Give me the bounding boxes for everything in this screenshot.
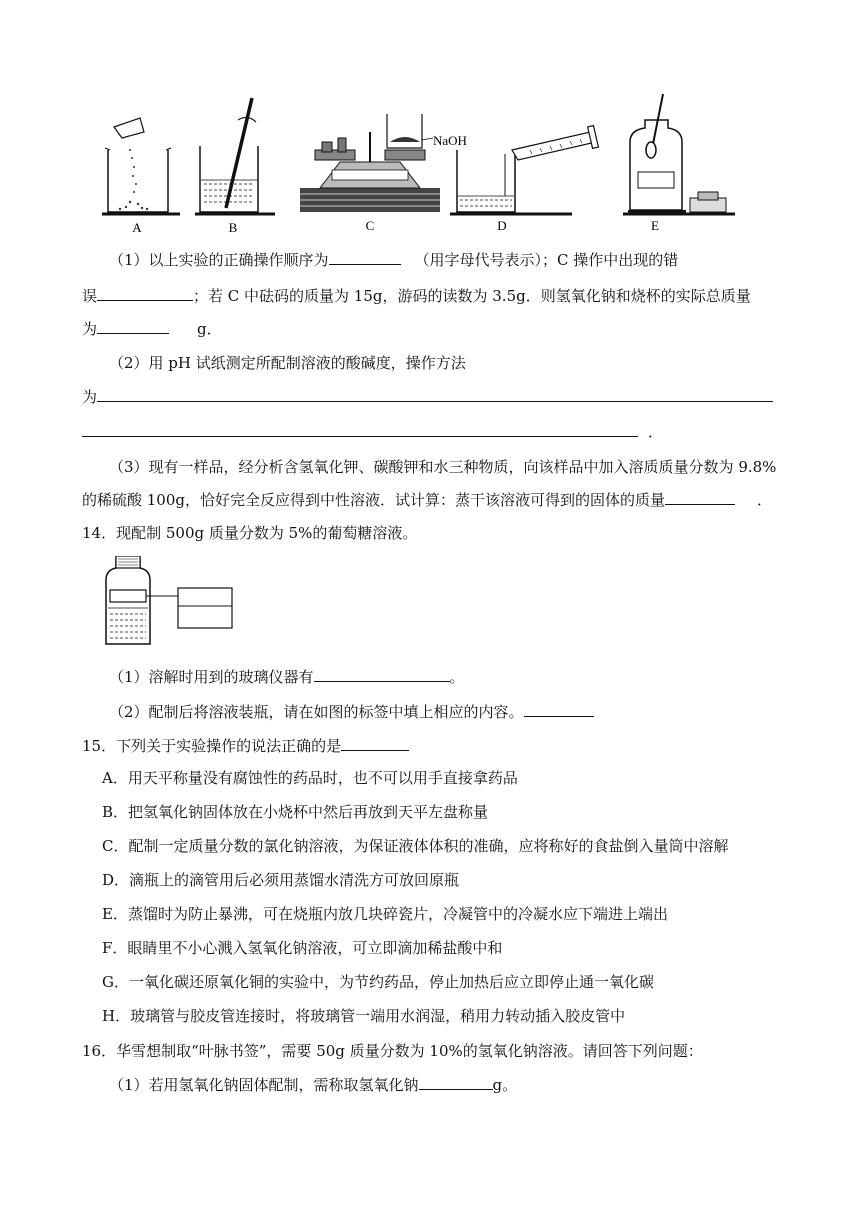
label-c: C [365, 218, 375, 233]
label-a: A [132, 220, 142, 235]
q13-part2-line2: 为 [82, 386, 773, 408]
answer-blank-glassware[interactable] [314, 667, 450, 682]
q15-option-b: B．把氢氧化钠固体放在小烧杯中然后再放到天平左盘称量 [102, 803, 489, 821]
answer-blank-ph-method[interactable] [97, 387, 773, 402]
naoh-label: NaOH [433, 133, 467, 148]
q16-stem: 16．华雪想制取“叶脉书签”，需要 50g 质量分数为 10%的氢氧化钠溶液。请回答下列问题： [82, 1042, 703, 1060]
q14-part1: （1）溶解时用到的玻璃仪器有 。 [109, 668, 465, 686]
label-e: E [651, 218, 659, 233]
q15-stem: 15．下列关于实验操作的说法正确的是 [82, 735, 409, 757]
q13-part2-line3: ． [82, 421, 663, 443]
q15-option-a: A．用天平称量没有腐蚀性的药品时，也不可以用手直接拿药品 [102, 769, 518, 787]
q15-option-h: H．玻璃管与胶皮管连接时，将玻璃管一端用水润湿，稍用力转动插入胶皮管中 [102, 1007, 626, 1025]
answer-blank-solid-mass[interactable] [665, 490, 735, 505]
answer-blank-q15[interactable] [341, 736, 409, 751]
answer-blank-naoh-mass[interactable] [419, 1075, 493, 1090]
apparatus-e [628, 94, 726, 233]
q13-part1-line3: 为 g． [82, 320, 222, 338]
answer-blank-error[interactable] [97, 286, 193, 301]
q14-part2: （2）配制后将溶液装瓶，请在如图的标签中填上相应的内容。 [109, 701, 594, 723]
q14-stem: 14．现配制 500g 质量分数为 5%的葡萄糖溶液。 [82, 524, 418, 542]
q16-part1: （1）若用氢氧化钠固体配制，需称取氢氧化钠 g。 [109, 1076, 518, 1094]
apparatus-figure [100, 92, 745, 237]
q15-option-c: C．配制一定质量分数的氯化钠溶液，为保证液体体积的准确，应将称好的食盐倒入量筒中溶解 [102, 837, 729, 855]
q15-option-g: G．一氧化碳还原氧化铜的实验中，为节约药品，停止加热后应立即停止通一氧化碳 [102, 973, 654, 991]
answer-blank-mass[interactable] [97, 319, 169, 334]
bottle-label-small [110, 590, 146, 602]
q15-option-f: F．眼睛里不小心溅入氢氧化钠溶液，可立即滴加稀盐酸中和 [102, 939, 503, 957]
q13-part1-line2: 误 ；若 C 中砝码的质量为 15g，游码的读数为 3.5g．则氢氧化钠和烧杯的实际总质量 [82, 287, 751, 305]
q13-part3-line1: （3）现有一样品，经分析含氢氧化钾、碳酸钾和水三种物质，向该样品中加入溶质质量分数为 9.8% [109, 458, 777, 476]
apparatus-a [105, 118, 171, 235]
q13-part2-line1: （2）用 pH 试纸测定所配制溶液的酸碱度，操作方法 [109, 354, 466, 372]
label-d: D [497, 218, 507, 233]
q13-part3-line2: 的稀硫酸 100g，恰好完全反应得到中性溶液．试计算：蒸干该溶液可得到的固体的质量 ． [82, 491, 773, 509]
q13-part1-line1: （1）以上实验的正确操作顺序为 （用字母代号表示）；C 操作中出现的错 [109, 251, 679, 269]
apparatus-d [457, 126, 598, 233]
label-box[interactable] [178, 588, 232, 628]
label-b: B [228, 220, 238, 235]
apparatus-c [300, 114, 440, 233]
q15-option-e: E．蒸馏时为防止暴沸，可在烧瓶内放几块碎瓷片，冷凝管中的冷凝水应下端进上端出 [102, 905, 668, 923]
bottle-label-figure [104, 556, 238, 648]
answer-blank-order[interactable] [329, 250, 401, 265]
q15-option-d: D．滴瓶上的滴管用后必须用蒸馏水清洗方可放回原瓶 [102, 871, 460, 889]
answer-blank-ph-method-cont[interactable] [82, 422, 638, 437]
answer-blank-label[interactable] [524, 702, 594, 717]
